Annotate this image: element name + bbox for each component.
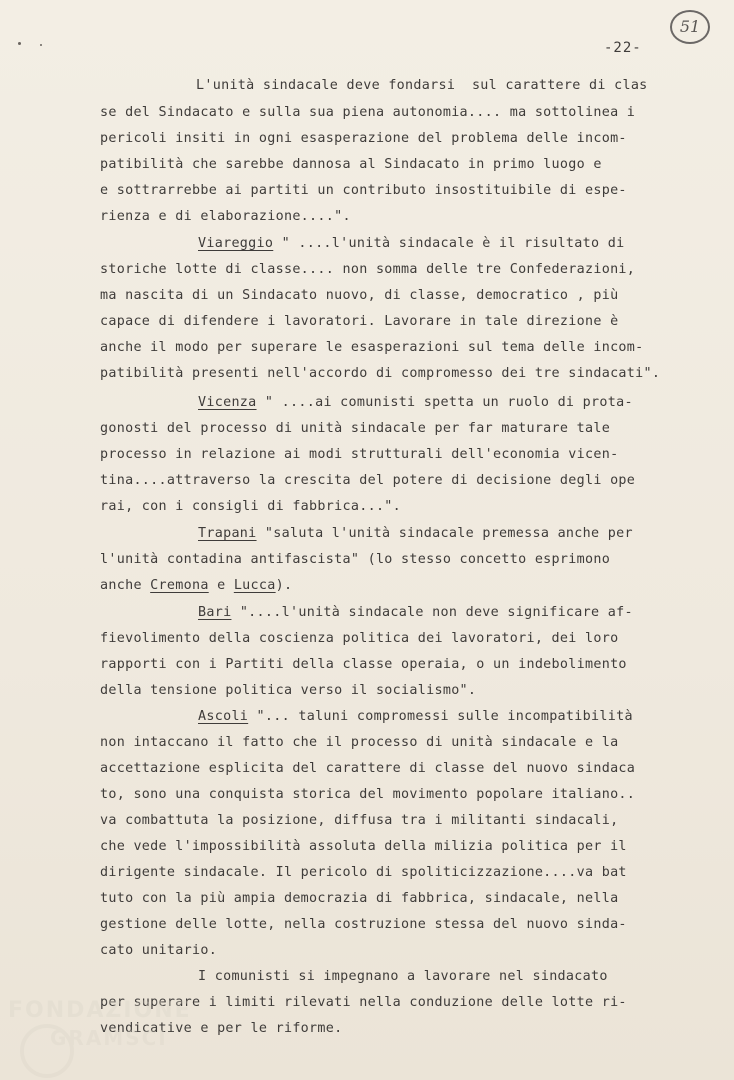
archive-watermark	[6, 996, 192, 1076]
text-line-bari: Bari "....l'unità sindacale non deve significare af-	[198, 605, 633, 620]
underlined-place-name: Viareggio	[198, 236, 274, 251]
underlined-place-name: Lucca	[233, 578, 276, 593]
text-line: dirigente sindacale. Il pericolo di spoliticizzazione....va bat	[100, 865, 627, 880]
text-line: della tensione politica verso il socialismo".	[100, 683, 477, 698]
underlined-place-name: Vicenza	[198, 395, 257, 410]
text-line: patibilità presenti nell'accordo di compromesso dei tre sindacati".	[100, 366, 661, 381]
text-line: L'unità sindacale deve fondarsi sul carattere di clas	[196, 78, 648, 93]
text-line: rienza e di elaborazione....".	[100, 209, 351, 224]
text-line: che vede l'impossibilità assoluta della milizia politica per il	[100, 839, 627, 854]
text-line: gestione delle lotte, nella costruzione stessa del nuovo sinda-	[100, 917, 627, 932]
text-line: to, sono una conquista storica del movimento popolare italiano..	[100, 787, 636, 802]
text-line: non intaccano il fatto che il processo di unità sindacale e la	[100, 735, 619, 750]
page-number: -22-	[604, 40, 642, 56]
underlined-place-name: Ascoli	[198, 709, 249, 724]
text-line: va combattuta la posizione, diffusa tra i militanti sindacali,	[100, 813, 619, 828]
text-line: tuto con la più ampia democrazia di fabbrica, sindacale, nella	[100, 891, 619, 906]
scan-speck	[40, 44, 42, 46]
text-line: anche il modo per superare le esasperazioni sul tema delle incom-	[100, 340, 644, 355]
text-line: storiche lotte di classe.... non somma delle tre Confederazioni,	[100, 262, 636, 277]
text-line: cato unitario.	[100, 943, 218, 958]
text-line: tina....attraverso la crescita del potere di decisione degli ope	[100, 473, 636, 488]
text-line: per superare i limiti rilevati nella conduzione delle lotte ri-	[100, 995, 627, 1010]
watermark-line-1: FONDAZIONE	[8, 998, 192, 1023]
text-line: anche Cremona e Lucca).	[100, 578, 293, 593]
text-line: l'unità contadina antifascista" (lo stesso concetto esprimono	[100, 552, 611, 567]
text-line-trapani: Trapani "saluta l'unità sindacale premessa anche per	[198, 526, 633, 541]
text-line: rapporti con i Partiti della classe operaia, o un indebolimento	[100, 657, 627, 672]
text-line: gonosti del processo di unità sindacale per far maturare tale	[100, 421, 611, 436]
text-line-viareggio: Viareggio " ....l'unità sindacale è il risultato di	[198, 236, 625, 251]
text-line: fievolimento della coscienza politica dei lavoratori, dei loro	[100, 631, 619, 646]
text-line: patibilità che sarebbe dannosa al Sindacato in primo luogo e	[100, 157, 602, 172]
watermark-line-2: GRAMSCI	[50, 1026, 168, 1050]
text-line: ma nascita di un Sindacato nuovo, di classe, democratico , più	[100, 288, 619, 303]
text-line: e sottrarrebbe ai partiti un contributo insostituibile di espe-	[100, 183, 627, 198]
scan-speck	[18, 42, 21, 45]
underlined-place-name: Trapani	[198, 526, 257, 541]
text-line: vendicative e per le riforme.	[100, 1021, 343, 1036]
text-line: processo in relazione ai modi strutturali dell'economia vicen-	[100, 447, 619, 462]
archive-number-stamp: 51	[670, 10, 710, 44]
text-line-ascoli: Ascoli "... taluni compromessi sulle incompatibilità	[198, 709, 633, 724]
text-line: se del Sindacato e sulla sua piena autonomia.... ma sottolinea i	[100, 105, 636, 120]
text-line-vicenza: Vicenza " ....ai comunisti spetta un ruolo di prota-	[198, 395, 633, 410]
text-line: capace di difendere i lavoratori. Lavorare in tale direzione è	[100, 314, 619, 329]
text-line: pericoli insiti in ogni esasperazione del problema delle incom-	[100, 131, 627, 146]
text-line: rai, con i consigli di fabbrica...".	[100, 499, 402, 514]
text-line: accettazione esplicita del carattere di classe del nuovo sindaca	[100, 761, 636, 776]
underlined-place-name: Cremona	[150, 578, 209, 593]
text-line: I comunisti si impegnano a lavorare nel sindacato	[198, 969, 608, 984]
underlined-place-name: Bari	[198, 605, 232, 620]
